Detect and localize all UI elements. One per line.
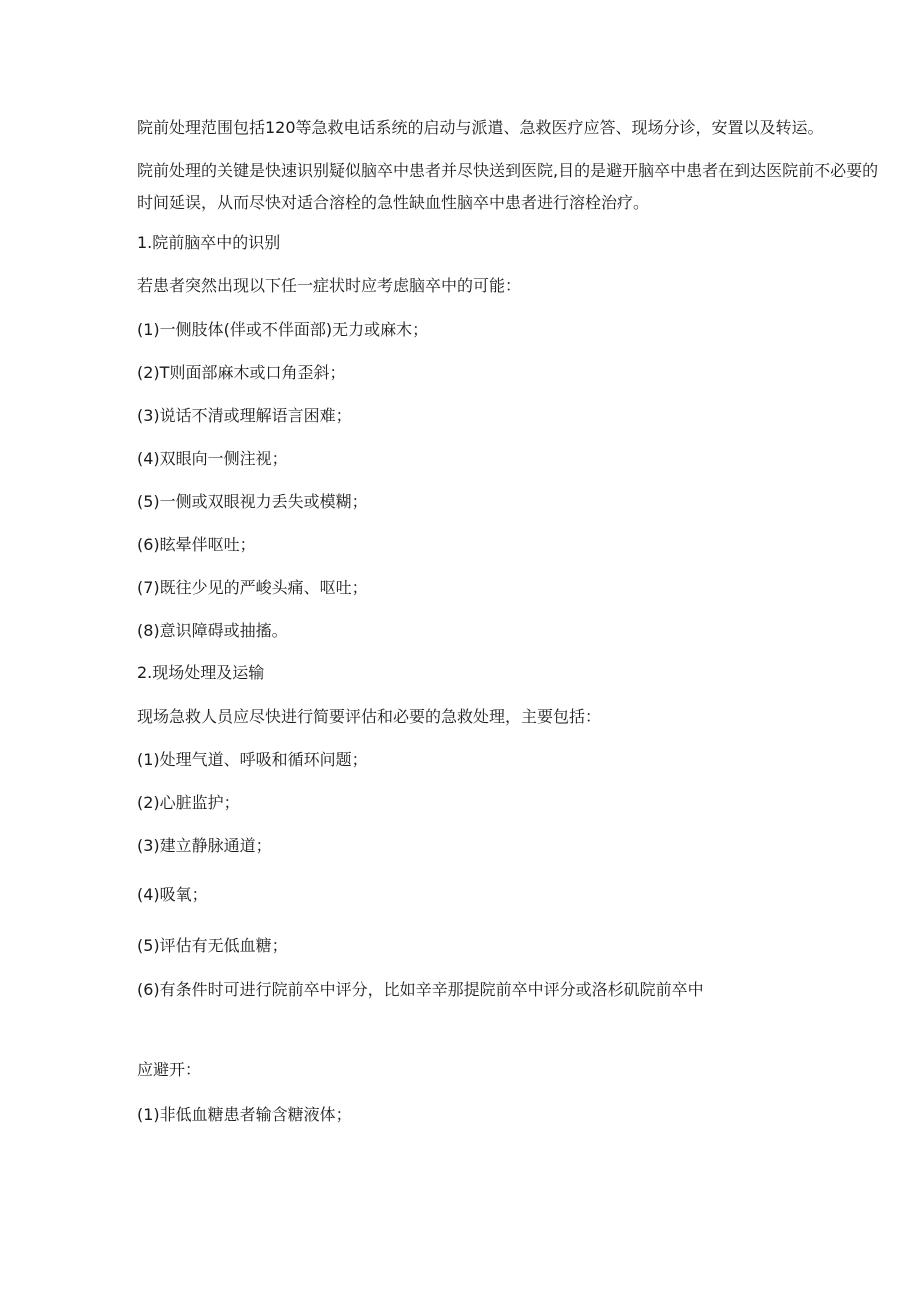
paragraph-prehospital-key: 院前处理的关键是快速识别疑似脑卒中患者并尽快送到医院,目的是避开脑卒中患者在到达医院前不必要的时间延误，从而尽快对适合溶栓的急性缺血性脑卒中患者进行溶栓治疗。: [137, 161, 879, 212]
list-item-onsite-3: (3)建立静脉通道；: [137, 836, 272, 855]
list-item-onsite-2: (2)心脏监护；: [137, 793, 240, 812]
list-item-onsite-4: (4)吸氧；: [137, 885, 208, 904]
list-item-symptom-4: (4)双眼向一侧注视；: [137, 449, 288, 468]
paragraph-onsite-intro: 现场急救人员应尽快进行简要评估和必要的急救处理，主要包括：: [137, 707, 602, 726]
list-item-symptom-7: (7)既往少见的严峻头痛、呕吐；: [137, 578, 368, 597]
list-item-avoid-1: (1)非低血糖患者输含糖液体；: [137, 1105, 352, 1124]
list-item-symptom-8: (8)意识障碍或抽搐。: [137, 621, 288, 640]
list-item-onsite-5: (5)评估有无低血糖；: [137, 936, 288, 955]
heading-stroke-recognition: 1.院前脑卒中的识别: [137, 233, 281, 252]
list-item-onsite-1: (1)处理气道、呼吸和循环问题；: [137, 750, 368, 769]
list-item-symptom-1: (1)一侧肢体(伴或不伴面部)无力或麻木；: [137, 320, 429, 339]
list-item-onsite-6: (6)有条件时可进行院前卒中评分，比如辛辛那提院前卒中评分或洛杉矶院前卒中: [137, 980, 704, 999]
paragraph-symptoms-intro: 若患者突然出现以下任一症状时应考虑脑卒中的可能：: [137, 276, 522, 295]
paragraph-prehospital-scope: 院前处理范围包括120等急救电话系统的启动与派遣、急救医疗应答、现场分诊，安置以及转运。: [137, 118, 824, 137]
list-item-symptom-3: (3)说话不清或理解语言困难；: [137, 406, 352, 425]
list-item-symptom-5: (5)一侧或双眼视力丢失或模糊；: [137, 492, 368, 511]
list-item-symptom-2: (2)T则面部麻木或口角歪斜；: [137, 363, 346, 382]
list-item-symptom-6: (6)眩晕伴呕吐；: [137, 535, 256, 554]
heading-avoid: 应避开：: [137, 1060, 202, 1079]
heading-onsite-handling: 2.现场处理及运输: [137, 663, 265, 682]
